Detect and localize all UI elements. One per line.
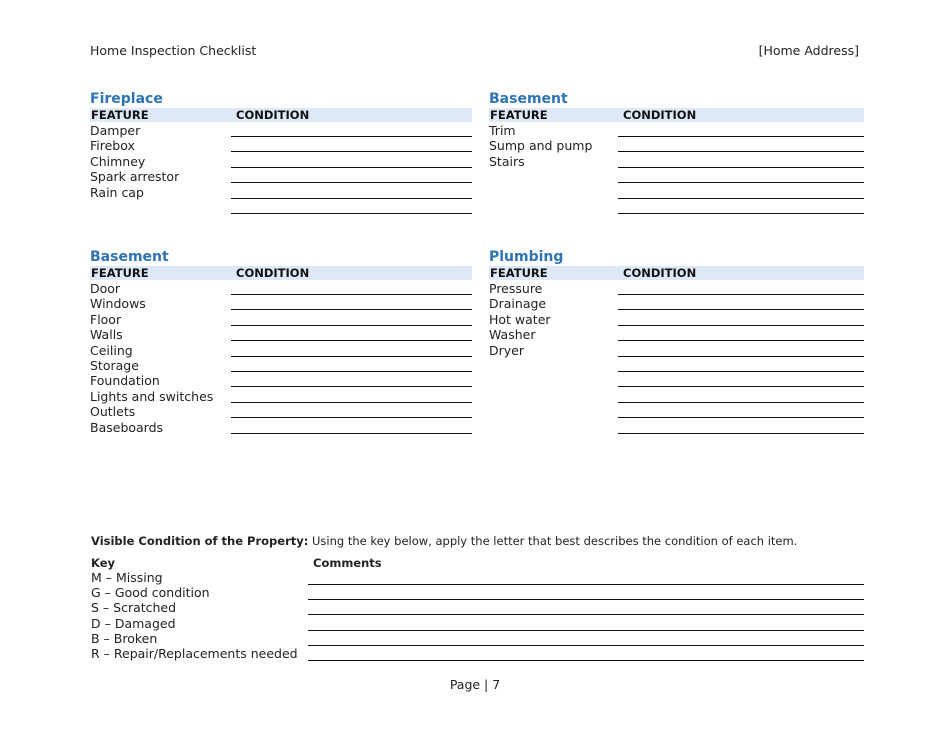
section-basement-bottom [90, 249, 472, 438]
feature-label: Drainage [489, 296, 547, 312]
feature-column-header: FEATURE [91, 266, 149, 280]
comment-entry-line[interactable] [308, 584, 864, 585]
condition-entry-line[interactable] [231, 325, 472, 326]
feature-label: Pressure [489, 281, 543, 296]
key-item: D – Damaged [91, 615, 176, 631]
condition-entry-line[interactable] [231, 386, 472, 387]
feature-label: Dryer [489, 342, 524, 358]
feature-label: Storage [90, 358, 139, 373]
condition-column-header: CONDITION [623, 108, 697, 122]
feature-rows [90, 280, 472, 438]
feature-rows [90, 122, 472, 218]
condition-entry-line[interactable] [618, 356, 864, 357]
visible-condition-label: Visible Condition of the Property: [91, 534, 309, 548]
feature-label: Washer [489, 327, 536, 343]
comment-entry-line[interactable] [308, 660, 864, 661]
condition-entry-line[interactable] [618, 136, 864, 137]
feature-label: Outlets [90, 404, 136, 420]
feature-column-header: FEATURE [91, 108, 149, 122]
condition-entry-line[interactable] [231, 433, 472, 434]
condition-entry-line[interactable] [618, 182, 864, 183]
condition-entry-line[interactable] [618, 402, 864, 403]
condition-entry-line[interactable] [618, 167, 864, 168]
document-title: Home Inspection Checklist [90, 43, 257, 58]
condition-entry-line[interactable] [618, 417, 864, 418]
feature-label: Spark arrestor [90, 169, 180, 185]
feature-label: Floor [90, 311, 122, 327]
condition-column-header: CONDITION [236, 108, 310, 122]
condition-entry-line[interactable] [618, 294, 864, 295]
condition-entry-line[interactable] [618, 325, 864, 326]
condition-entry-line[interactable] [231, 309, 472, 310]
feature-label: Firebox [90, 138, 135, 154]
feature-label: Stairs [489, 153, 525, 169]
condition-entry-line[interactable] [618, 433, 864, 434]
feature-label: Hot water [489, 311, 551, 327]
visible-condition-instructions [91, 534, 797, 548]
condition-entry-line[interactable] [231, 294, 472, 295]
condition-entry-line[interactable] [618, 386, 864, 387]
comment-entry-line[interactable] [308, 645, 864, 646]
feature-label: Foundation [90, 373, 160, 389]
condition-entry-line[interactable] [618, 213, 864, 214]
comments-title: Comments [313, 556, 382, 570]
feature-label: Door [90, 281, 121, 296]
section-title: Plumbing [489, 249, 564, 265]
condition-entry-line[interactable] [618, 371, 864, 372]
section-title: Fireplace [90, 91, 163, 107]
condition-entry-line[interactable] [618, 151, 864, 152]
home-address: [Home Address] [758, 43, 859, 58]
feature-column-header: FEATURE [490, 266, 548, 280]
condition-entry-line[interactable] [231, 136, 472, 137]
feature-rows [489, 122, 864, 218]
condition-entry-line[interactable] [231, 417, 472, 418]
comment-entry-line[interactable] [308, 614, 864, 615]
condition-entry-line[interactable] [618, 198, 864, 199]
key-item: M – Missing [91, 570, 163, 585]
page-number: Page | 7 [449, 677, 501, 692]
condition-entry-line[interactable] [231, 340, 472, 341]
condition-entry-line[interactable] [231, 213, 472, 214]
table-header [90, 266, 472, 280]
feature-label: Ceiling [90, 342, 133, 358]
feature-label: Walls [90, 327, 123, 343]
key-item: S – Scratched [91, 600, 177, 616]
condition-entry-line[interactable] [231, 167, 472, 168]
feature-label: Sump and pump [489, 138, 593, 154]
feature-label: Windows [90, 296, 146, 312]
condition-entry-line[interactable] [231, 198, 472, 199]
condition-entry-line[interactable] [231, 151, 472, 152]
condition-entry-line[interactable] [618, 309, 864, 310]
condition-entry-line[interactable] [231, 402, 472, 403]
key-item: G – Good condition [91, 585, 210, 601]
key-item: B – Broken [91, 630, 158, 646]
section-fireplace [90, 91, 472, 218]
section-basement-top [489, 91, 864, 218]
section-title: Basement [489, 91, 568, 107]
condition-entry-line[interactable] [618, 340, 864, 341]
table-header [489, 266, 864, 280]
feature-label: Chimney [90, 153, 146, 169]
condition-entry-line[interactable] [231, 182, 472, 183]
feature-label: Rain cap [90, 184, 144, 200]
feature-label: Lights and switches [90, 388, 214, 404]
condition-column-header: CONDITION [623, 266, 697, 280]
table-header [489, 108, 864, 122]
feature-label: Baseboards [90, 419, 164, 435]
section-title: Basement [90, 249, 169, 265]
comment-entry-line[interactable] [308, 630, 864, 631]
section-plumbing [489, 249, 864, 438]
table-header [90, 108, 472, 122]
condition-entry-line[interactable] [231, 356, 472, 357]
condition-column-header: CONDITION [236, 266, 310, 280]
key-item: R – Repair/Replacements needed [91, 646, 298, 661]
feature-column-header: FEATURE [490, 108, 548, 122]
feature-rows [489, 280, 864, 438]
condition-entry-line[interactable] [231, 371, 472, 372]
feature-label: Trim [489, 123, 516, 138]
comment-entry-line[interactable] [308, 599, 864, 600]
key-title: Key [91, 556, 116, 570]
feature-label: Damper [90, 123, 141, 138]
visible-condition-text: Using the key below, apply the letter that best describes the condition of each item. [308, 534, 798, 548]
